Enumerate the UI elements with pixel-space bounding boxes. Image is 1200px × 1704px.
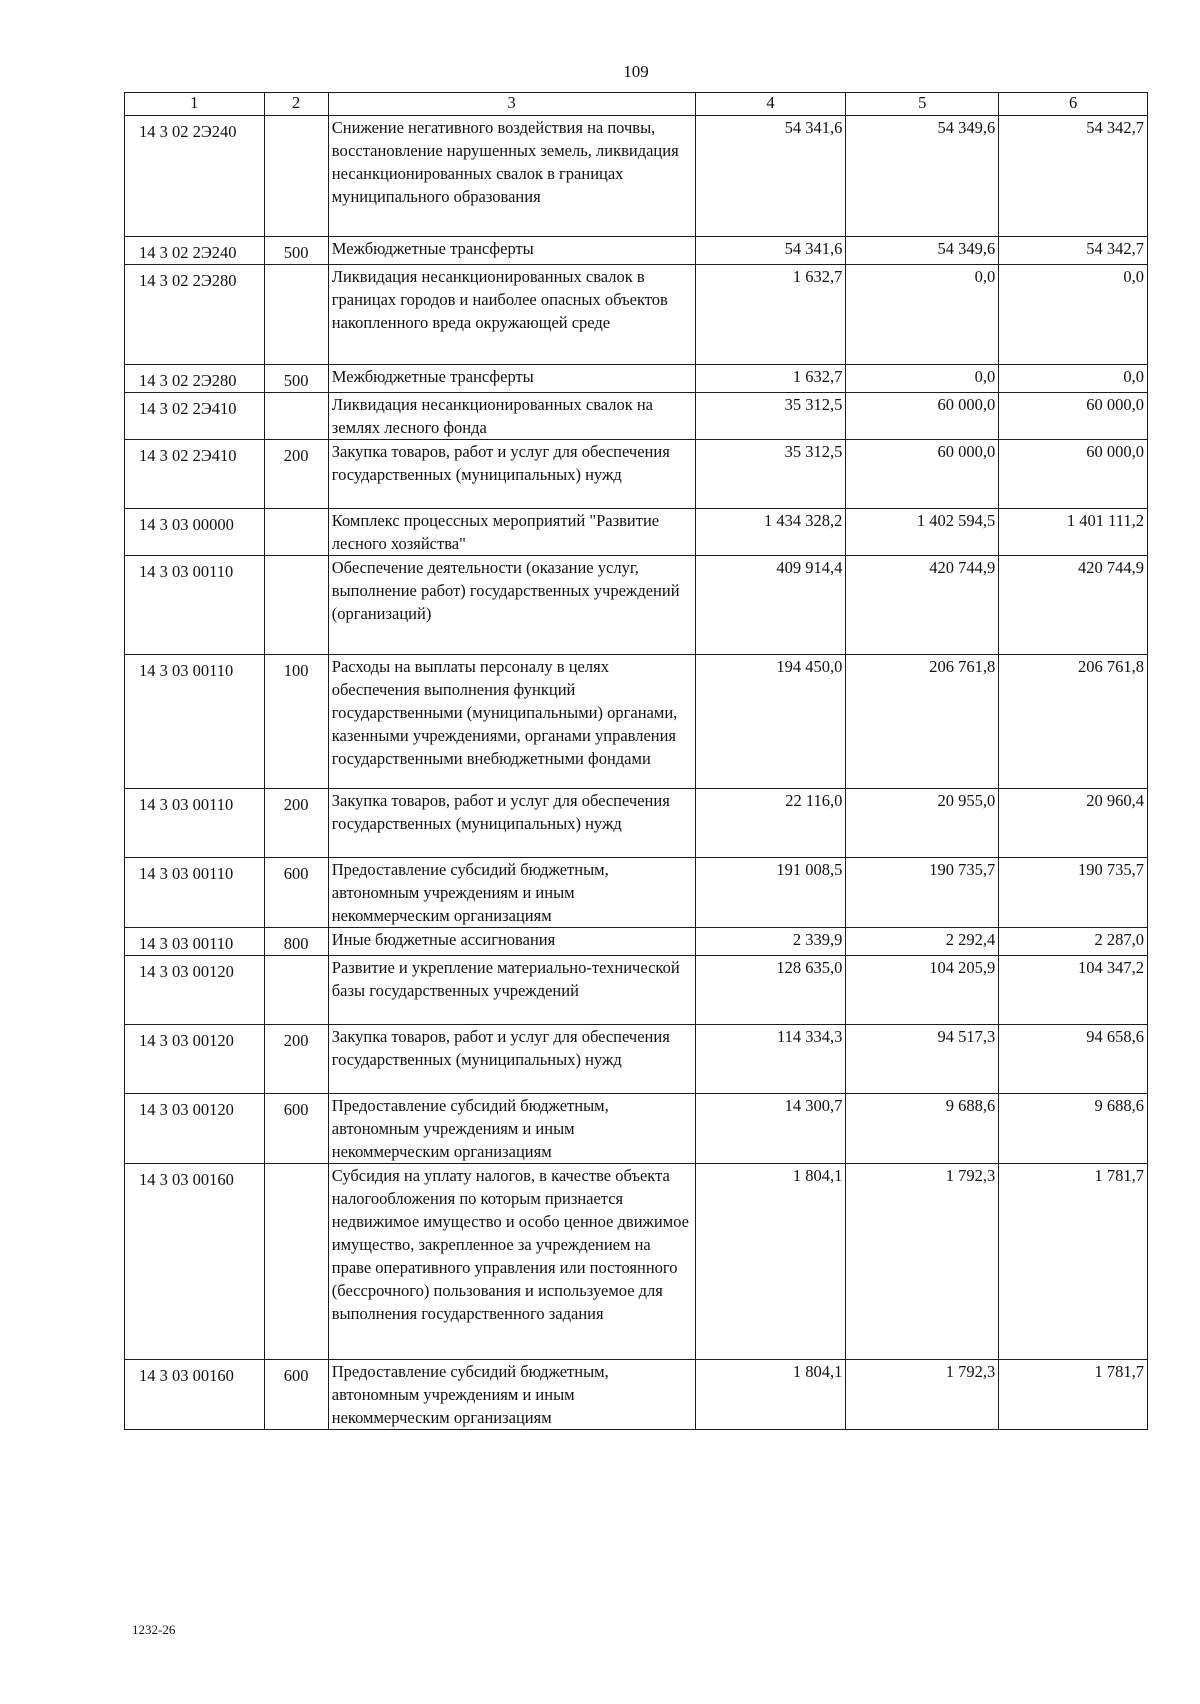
row-expense-type: 500 [264,237,328,265]
row-code: 14 3 03 00120 [125,1025,265,1094]
row-value-col5: 60 000,0 [846,393,999,440]
row-value-col4: 54 341,6 [695,237,846,265]
column-header: 4 [695,93,846,116]
row-value-col6: 54 342,7 [999,237,1148,265]
row-value-col5: 9 688,6 [846,1094,999,1164]
row-value-col4: 1 804,1 [695,1360,846,1430]
row-value-col5: 1 792,3 [846,1164,999,1360]
row-value-col6: 1 781,7 [999,1360,1148,1430]
row-description: Развитие и укрепление материально-технической базы государственных учреждений [328,956,695,1025]
row-code: 14 3 02 2Э280 [125,365,265,393]
row-value-col6: 60 000,0 [999,440,1148,509]
row-value-col6: 104 347,2 [999,956,1148,1025]
row-value-col6: 54 342,7 [999,116,1148,237]
row-value-col4: 2 339,9 [695,928,846,956]
row-value-col5: 54 349,6 [846,237,999,265]
row-expense-type: 600 [264,1094,328,1164]
row-value-col4: 35 312,5 [695,393,846,440]
row-expense-type: 200 [264,789,328,858]
table-row [125,265,1148,365]
row-value-col5: 206 761,8 [846,655,999,789]
table-row [125,1360,1148,1430]
page-number: 109 [623,62,649,81]
row-code: 14 3 02 2Э410 [125,440,265,509]
row-code: 14 3 02 2Э240 [125,116,265,237]
table-row [125,1094,1148,1164]
column-header: 1 [125,93,265,116]
column-header: 3 [328,93,695,116]
table-row [125,509,1148,556]
row-value-col4: 35 312,5 [695,440,846,509]
row-expense-type [264,509,328,556]
table-row [125,393,1148,440]
table-body [125,116,1148,1430]
row-expense-type: 800 [264,928,328,956]
row-expense-type [264,956,328,1025]
table-row [125,928,1148,956]
row-code: 14 3 03 00110 [125,789,265,858]
row-description: Иные бюджетные ассигнования [328,928,695,956]
table-row [125,956,1148,1025]
row-expense-type [264,1164,328,1360]
row-value-col6: 1 401 111,2 [999,509,1148,556]
table-row [125,365,1148,393]
row-value-col5: 190 735,7 [846,858,999,928]
row-description: Обеспечение деятельности (оказание услуг, выполнение работ) государственных учреждений (организаций) [328,556,695,655]
row-value-col5: 60 000,0 [846,440,999,509]
row-value-col5: 0,0 [846,265,999,365]
row-value-col4: 22 116,0 [695,789,846,858]
row-value-col6: 0,0 [999,265,1148,365]
row-value-col5: 1 402 594,5 [846,509,999,556]
table-row [125,655,1148,789]
row-value-col6: 2 287,0 [999,928,1148,956]
table-row [125,116,1148,237]
row-code: 14 3 03 00110 [125,556,265,655]
row-value-col4: 114 334,3 [695,1025,846,1094]
row-code: 14 3 03 00000 [125,509,265,556]
row-description: Межбюджетные трансферты [328,237,695,265]
row-value-col6: 420 744,9 [999,556,1148,655]
row-value-col5: 94 517,3 [846,1025,999,1094]
row-value-col6: 206 761,8 [999,655,1148,789]
row-code: 14 3 03 00120 [125,956,265,1025]
row-code: 14 3 03 00160 [125,1360,265,1430]
table-row [125,556,1148,655]
row-description: Предоставление субсидий бюджетным, автономным учреждениям и иным некоммерческим организациям [328,858,695,928]
row-description: Предоставление субсидий бюджетным, автономным учреждениям и иным некоммерческим организациям [328,1094,695,1164]
row-value-col5: 1 792,3 [846,1360,999,1430]
row-value-col5: 20 955,0 [846,789,999,858]
row-code: 14 3 03 00110 [125,858,265,928]
row-value-col5: 104 205,9 [846,956,999,1025]
row-value-col4: 14 300,7 [695,1094,846,1164]
table-row [125,1025,1148,1094]
row-value-col4: 191 008,5 [695,858,846,928]
table-row [125,858,1148,928]
row-value-col6: 60 000,0 [999,393,1148,440]
row-value-col4: 54 341,6 [695,116,846,237]
footer-code: 1232-26 [132,1622,176,1637]
row-expense-type: 600 [264,1360,328,1430]
row-description: Комплекс процессных мероприятий "Развитие лесного хозяйства" [328,509,695,556]
row-value-col5: 2 292,4 [846,928,999,956]
row-expense-type: 200 [264,440,328,509]
row-value-col4: 128 635,0 [695,956,846,1025]
row-code: 14 3 03 00110 [125,928,265,956]
row-value-col5: 54 349,6 [846,116,999,237]
row-code: 14 3 02 2Э410 [125,393,265,440]
row-value-col4: 1 804,1 [695,1164,846,1360]
row-value-col6: 94 658,6 [999,1025,1148,1094]
row-value-col6: 190 735,7 [999,858,1148,928]
row-value-col4: 1 434 328,2 [695,509,846,556]
row-expense-type [264,393,328,440]
row-code: 14 3 02 2Э280 [125,265,265,365]
table-header-row [125,93,1148,116]
row-description: Предоставление субсидий бюджетным, автономным учреждениям и иным некоммерческим организациям [328,1360,695,1430]
row-expense-type: 600 [264,858,328,928]
row-description: Закупка товаров, работ и услуг для обеспечения государственных (муниципальных) нужд [328,1025,695,1094]
row-value-col4: 194 450,0 [695,655,846,789]
row-expense-type: 500 [264,365,328,393]
row-code: 14 3 03 00160 [125,1164,265,1360]
row-value-col6: 9 688,6 [999,1094,1148,1164]
row-description: Снижение негативного воздействия на почвы, восстановление нарушенных земель, ликвидация несанкционированных свалок в границах муниципального образования [328,116,695,237]
row-expense-type [264,556,328,655]
row-value-col6: 0,0 [999,365,1148,393]
table-row [125,789,1148,858]
column-header: 2 [264,93,328,116]
row-value-col4: 409 914,4 [695,556,846,655]
row-expense-type [264,116,328,237]
row-expense-type [264,265,328,365]
budget-table [124,92,1148,1430]
column-header: 6 [999,93,1148,116]
row-value-col6: 20 960,4 [999,789,1148,858]
table-row [125,237,1148,265]
table-row [125,1164,1148,1360]
row-description: Расходы на выплаты персоналу в целях обеспечения выполнения функций государственными (муниципальными) органами, казенными учреждениями, органами управления государственными внебюджетными фондами [328,655,695,789]
row-code: 14 3 03 00110 [125,655,265,789]
row-description: Ликвидация несанкционированных свалок в границах городов и наиболее опасных объектов накопленного вреда окружающей среде [328,265,695,365]
row-expense-type: 200 [264,1025,328,1094]
row-value-col4: 1 632,7 [695,365,846,393]
row-value-col6: 1 781,7 [999,1164,1148,1360]
row-value-col5: 420 744,9 [846,556,999,655]
table-row [125,440,1148,509]
row-code: 14 3 02 2Э240 [125,237,265,265]
row-description: Закупка товаров, работ и услуг для обеспечения государственных (муниципальных) нужд [328,789,695,858]
row-description: Субсидия на уплату налогов, в качестве объекта налогообложения по которым признается недвижимое имущество и особо ценное движимое имущество, закрепленное за учреждением на праве оперативного управления или постоянного (бессрочного) пользования и используемое для выполнения государственного задания [328,1164,695,1360]
column-header: 5 [846,93,999,116]
row-code: 14 3 03 00120 [125,1094,265,1164]
row-description: Закупка товаров, работ и услуг для обеспечения государственных (муниципальных) нужд [328,440,695,509]
row-description: Ликвидация несанкционированных свалок на землях лесного фонда [328,393,695,440]
row-expense-type: 100 [264,655,328,789]
row-value-col4: 1 632,7 [695,265,846,365]
row-description: Межбюджетные трансферты [328,365,695,393]
row-value-col5: 0,0 [846,365,999,393]
